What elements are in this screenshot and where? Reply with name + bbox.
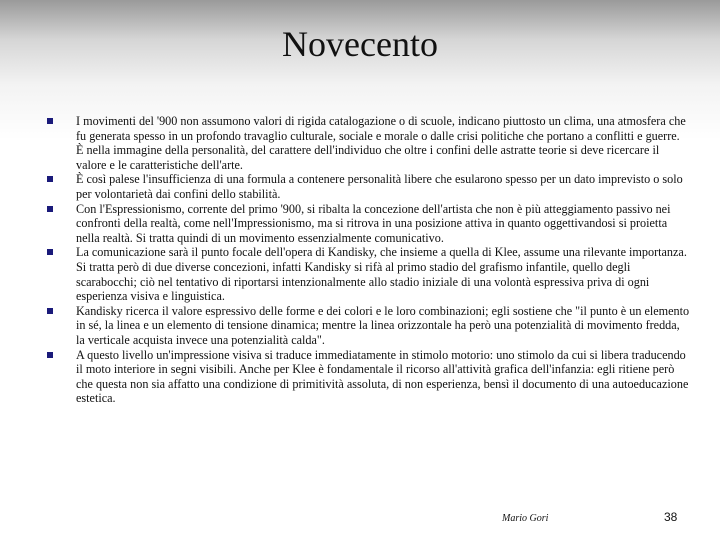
- square-bullet-icon: [47, 118, 53, 124]
- square-bullet-icon: [47, 176, 53, 182]
- bullet-text: La comunicazione sarà il punto focale dell'opera di Kandisky, che insieme a quella di Klee, assume una rilevante importanza. Si tratta però di due diverse concezioni, infatti Kandisky si rifà al primo stadio del grafismo infantile, quello degli scarabocchi; ciò nel tentativo di riportarsi intenzionalmente allo stadio iniziale di una volontà espressiva priva di ogni esperienza visiva e linguistica.: [76, 245, 687, 304]
- square-bullet-icon: [47, 352, 53, 358]
- bullet-item: [0, 202, 720, 246]
- bullet-text: I movimenti del '900 non assumono valori di rigida catalogazione o di scuole, indicano piuttosto un clima, una atmosfera che fu generata spesso in un profondo travaglio culturale, sociale e morale o dalle crisi politiche che portano a conflitti e guerre. È nella immagine della personalità, del carattere dell'individuo che oltre i confini delle astratte teorie si deve ricercare il valore e le caratteristiche dell'arte.: [76, 114, 686, 172]
- bullet-item: [0, 172, 720, 201]
- bullet-item: [0, 348, 720, 406]
- bullet-item: [0, 245, 720, 303]
- bullet-text: Kandisky ricerca il valore espressivo delle forme e dei colori e le loro combinazioni; egli sostiene che "il punto è un elemento in sé, la linea e un elemento di tensione dinamica; mentre la linea orizzontale ha però una potenzialità di movimento fredda, la verticale acquista invece una potenzialità calda".: [76, 303, 690, 347]
- square-bullet-icon: [47, 206, 53, 212]
- bullet-text: A questo livello un'impressione visiva si traduce immediatamente in stimolo motorio: uno stimolo da cui si libera traducendo il moto interiore in segni visibili. Anche per Klee è fondamentale il ricorso all'attività grafica dell'infanzia: egli ritiene però che questa non sia affatto una condizione di primitività assoluta, di non esperienza, bensì il documento di una autoeducazione estetica.: [76, 347, 689, 406]
- square-bullet-icon: [47, 249, 53, 255]
- bullet-item: [0, 304, 720, 348]
- bullet-list: [0, 114, 720, 406]
- bullet-text: Con l'Espressionismo, corrente del primo '900, si ribalta la concezione dell'artista che non è più atteggiamento passivo nei confronti della realtà, come nell'Impressionismo, ma si ritrova in una posizione attiva in quanto oggettivandosi si proietta nella realtà. Si tratta quindi di un movimento essenzialmente comunicativo.: [76, 201, 671, 245]
- bullet-text: È così palese l'insufficienza di una formula a contenere personalità libere che esularono spesso per un dato imprevisto o solo per volontarietà dai confini dello stabilità.: [76, 172, 683, 201]
- bullet-item: [0, 114, 720, 172]
- square-bullet-icon: [47, 308, 53, 314]
- slide-title: Novecento: [282, 24, 438, 64]
- footer-author: Mario Gori: [502, 513, 549, 524]
- page-number: 38: [664, 510, 678, 524]
